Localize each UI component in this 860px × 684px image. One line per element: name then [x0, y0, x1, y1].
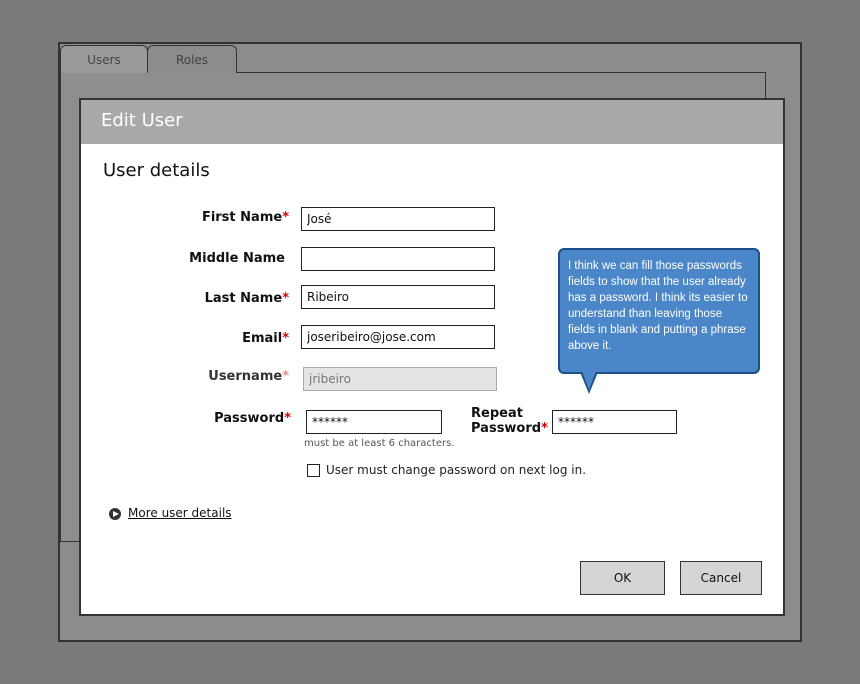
password-hint: must be at least 6 characters.	[304, 438, 455, 449]
required-marker: *	[282, 291, 289, 306]
first-name-input[interactable]	[301, 207, 495, 231]
repeat-password-input[interactable]	[552, 410, 677, 434]
tab-roles[interactable]: Roles	[147, 45, 237, 73]
password-input[interactable]	[306, 410, 442, 434]
first-name-label-text: First Name	[201, 210, 283, 225]
repeat-password-label-line2: Password	[471, 421, 542, 436]
required-marker: *	[282, 369, 289, 384]
more-user-details-link[interactable]: More user details	[128, 506, 232, 520]
last-name-label	[171, 291, 289, 306]
dialog-title: Edit User	[101, 110, 183, 131]
required-marker: *	[282, 331, 289, 346]
username-label	[171, 369, 289, 384]
first-name-label	[171, 210, 289, 225]
middle-name-input[interactable]	[301, 247, 495, 271]
section-title: User details	[103, 160, 210, 181]
play-circle-icon[interactable]	[109, 508, 121, 520]
tab-users[interactable]: Users	[60, 45, 148, 73]
repeat-password-label-line1: Repeat	[471, 406, 523, 421]
repeat-password-label	[471, 406, 548, 436]
middle-name-label	[171, 251, 285, 266]
password-label	[191, 411, 291, 426]
email-label	[171, 331, 289, 346]
cancel-button[interactable]: Cancel	[680, 561, 762, 595]
last-name-label-text: Last Name	[204, 291, 283, 306]
email-input[interactable]	[301, 325, 495, 349]
dialog-header	[81, 100, 783, 144]
tooltip-tail-fill	[582, 371, 596, 390]
email-label-text: Email	[242, 331, 283, 346]
ok-button[interactable]: OK	[580, 561, 665, 595]
password-label-text: Password	[214, 411, 285, 426]
annotation-callout: I think we can fill those passwords fields to show that the user already has a password. I think its easier to understand than leaving those fields in blank and putting a phrase above it.	[558, 248, 760, 374]
required-marker: *	[282, 210, 289, 225]
last-name-input[interactable]	[301, 285, 495, 309]
middle-name-label-text: Middle Name	[189, 251, 285, 266]
required-marker: *	[541, 421, 548, 436]
must-change-password-checkbox[interactable]	[307, 464, 320, 477]
must-change-password-label: User must change password on next log in.	[326, 463, 587, 477]
required-marker: *	[284, 411, 291, 426]
username-label-text: Username	[208, 369, 283, 384]
username-input	[303, 367, 497, 391]
